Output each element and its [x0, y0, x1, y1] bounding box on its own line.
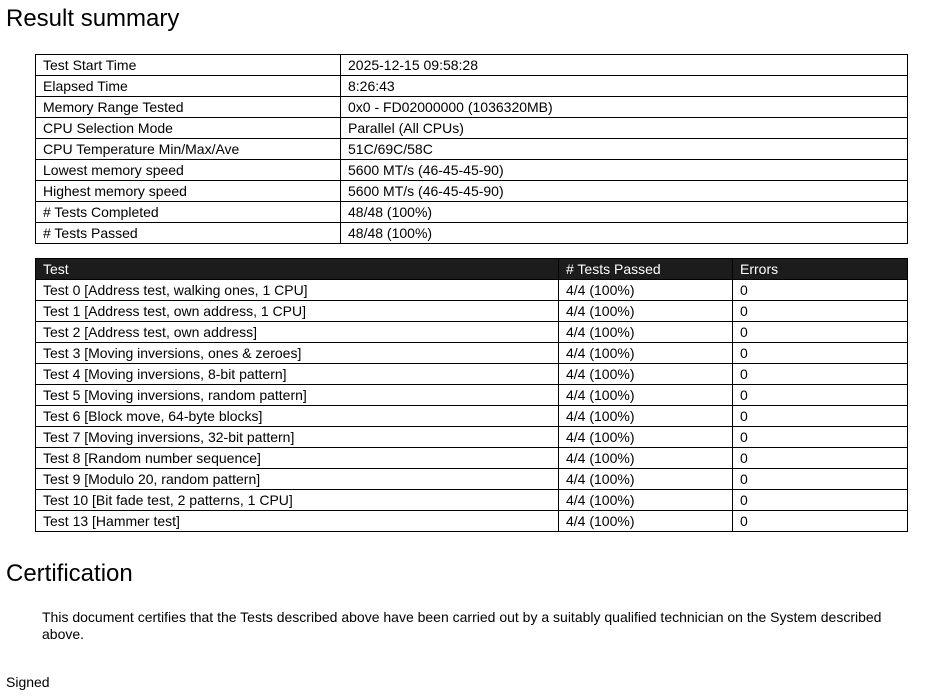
- summary-label: Elapsed Time: [36, 76, 341, 97]
- table-row: [36, 301, 908, 322]
- table-row: [36, 322, 908, 343]
- test-name: Test 7 [Moving inversions, 32-bit pattern]: [36, 427, 559, 448]
- test-passed: 4/4 (100%): [559, 280, 733, 301]
- table-row: [36, 385, 908, 406]
- summary-value: Parallel (All CPUs): [341, 118, 908, 139]
- table-row: [36, 406, 908, 427]
- table-row: [36, 469, 908, 490]
- test-name: Test 1 [Address test, own address, 1 CPU]: [36, 301, 559, 322]
- summary-row-cpu-mode: [36, 118, 908, 139]
- test-name: Test 4 [Moving inversions, 8-bit pattern]: [36, 364, 559, 385]
- certification-text: This document certifies that the Tests described above have been carried out by a suitably qualified technician on the System described above.: [42, 609, 882, 642]
- table-row: [36, 448, 908, 469]
- test-errors: 0: [733, 385, 908, 406]
- test-errors: 0: [733, 301, 908, 322]
- summary-table: [35, 54, 908, 244]
- test-passed: 4/4 (100%): [559, 301, 733, 322]
- test-passed: 4/4 (100%): [559, 490, 733, 511]
- test-errors: 0: [733, 469, 908, 490]
- test-name: Test 9 [Modulo 20, random pattern]: [36, 469, 559, 490]
- signed-label: Signed: [6, 674, 50, 690]
- test-errors: 0: [733, 343, 908, 364]
- test-passed: 4/4 (100%): [559, 406, 733, 427]
- test-passed: 4/4 (100%): [559, 322, 733, 343]
- test-passed: 4/4 (100%): [559, 427, 733, 448]
- summary-label: # Tests Passed: [36, 223, 341, 244]
- summary-label: Highest memory speed: [36, 181, 341, 202]
- summary-label: Test Start Time: [36, 55, 341, 76]
- summary-label: CPU Selection Mode: [36, 118, 341, 139]
- test-passed: 4/4 (100%): [559, 448, 733, 469]
- summary-value: 2025-12-15 09:58:28: [341, 55, 908, 76]
- test-errors: 0: [733, 448, 908, 469]
- table-row: [36, 280, 908, 301]
- test-errors: 0: [733, 364, 908, 385]
- test-name: Test 0 [Address test, walking ones, 1 CPU]: [36, 280, 559, 301]
- summary-row-cpu-temperature: [36, 139, 908, 160]
- summary-value: 48/48 (100%): [341, 223, 908, 244]
- test-passed: 4/4 (100%): [559, 511, 733, 532]
- tests-table: [35, 258, 908, 532]
- column-header-tests-passed: # Tests Passed: [559, 259, 733, 280]
- summary-row-elapsed-time: [36, 76, 908, 97]
- summary-value: 48/48 (100%): [341, 202, 908, 223]
- test-name: Test 10 [Bit fade test, 2 patterns, 1 CPU]: [36, 490, 559, 511]
- column-header-test: Test: [36, 259, 559, 280]
- test-errors: 0: [733, 427, 908, 448]
- table-row: [36, 364, 908, 385]
- table-row: [36, 490, 908, 511]
- test-errors: 0: [733, 490, 908, 511]
- summary-label: Memory Range Tested: [36, 97, 341, 118]
- test-errors: 0: [733, 511, 908, 532]
- test-name: Test 8 [Random number sequence]: [36, 448, 559, 469]
- summary-row-tests-passed: [36, 223, 908, 244]
- summary-row-start-time: [36, 55, 908, 76]
- summary-row-tests-completed: [36, 202, 908, 223]
- table-row: [36, 511, 908, 532]
- summary-value: 8:26:43: [341, 76, 908, 97]
- summary-label: Lowest memory speed: [36, 160, 341, 181]
- tests-header-row: [36, 259, 908, 280]
- summary-value: 51C/69C/58C: [341, 139, 908, 160]
- test-errors: 0: [733, 280, 908, 301]
- test-errors: 0: [733, 322, 908, 343]
- test-passed: 4/4 (100%): [559, 343, 733, 364]
- table-row: [36, 427, 908, 448]
- table-row: [36, 343, 908, 364]
- test-name: Test 5 [Moving inversions, random pattern]: [36, 385, 559, 406]
- test-passed: 4/4 (100%): [559, 469, 733, 490]
- test-passed: 4/4 (100%): [559, 364, 733, 385]
- certification-heading: Certification: [6, 560, 133, 587]
- summary-value: 0x0 - FD02000000 (1036320MB): [341, 97, 908, 118]
- test-name: Test 2 [Address test, own address]: [36, 322, 559, 343]
- summary-row-memory-range: [36, 97, 908, 118]
- summary-label: # Tests Completed: [36, 202, 341, 223]
- test-name: Test 13 [Hammer test]: [36, 511, 559, 532]
- result-summary-heading: Result summary: [6, 5, 180, 32]
- summary-row-highest-speed: [36, 181, 908, 202]
- summary-label: CPU Temperature Min/Max/Ave: [36, 139, 341, 160]
- column-header-errors: Errors: [733, 259, 908, 280]
- test-passed: 4/4 (100%): [559, 385, 733, 406]
- summary-value: 5600 MT/s (46-45-45-90): [341, 160, 908, 181]
- test-errors: 0: [733, 406, 908, 427]
- summary-value: 5600 MT/s (46-45-45-90): [341, 181, 908, 202]
- summary-row-lowest-speed: [36, 160, 908, 181]
- test-name: Test 3 [Moving inversions, ones & zeroes]: [36, 343, 559, 364]
- test-name: Test 6 [Block move, 64-byte blocks]: [36, 406, 559, 427]
